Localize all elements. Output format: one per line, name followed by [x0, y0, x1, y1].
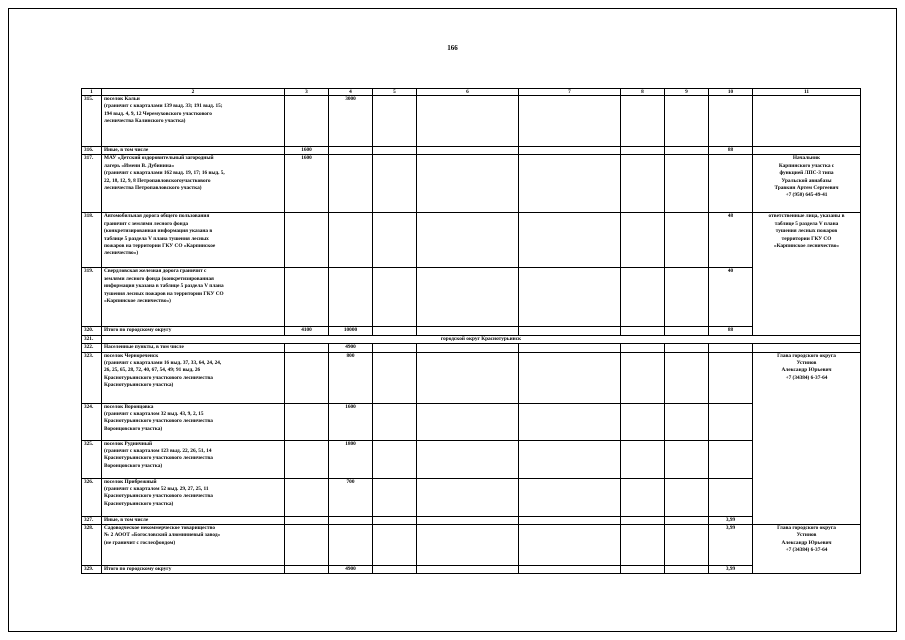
- table-row: [82, 566, 861, 574]
- description-line: (граничит с кварталами 139 выд. 33; 191 выд. 15;: [104, 103, 223, 110]
- empty-cell: [665, 566, 709, 574]
- description-cell: [102, 440, 285, 478]
- area-cell: [285, 268, 329, 327]
- responsible-cell: [753, 525, 861, 574]
- forest-fire-table: [81, 88, 861, 574]
- empty-cell: [373, 147, 417, 155]
- distance-cell: 10000: [329, 327, 373, 335]
- table-row: [82, 96, 861, 147]
- empty-cell: [621, 516, 665, 524]
- empty-cell: [519, 525, 621, 566]
- description-line: (граничит с кварталом 123 выд. 22, 26, 51, 14: [104, 448, 212, 455]
- description-line: таблице 5 раздела V плана тушения лесных: [104, 235, 209, 242]
- header-cell: 8: [621, 89, 665, 96]
- description-cell: [102, 327, 285, 335]
- description-line: землями лесного фонда (конкретизированная: [104, 275, 214, 282]
- responsible-line: +7 (34384) 6-37-64: [785, 547, 828, 554]
- header-cell: 1: [82, 89, 102, 96]
- empty-cell: [519, 268, 621, 327]
- description-line: Краснотурьинского участкового лесничества: [104, 455, 213, 462]
- table-row: [82, 147, 861, 155]
- empty-cell: [417, 478, 519, 516]
- empty-cell: [621, 525, 665, 566]
- area-cell: [285, 440, 329, 478]
- responsible-line: Уральской авиабазы: [781, 177, 832, 184]
- empty-cell: [621, 327, 665, 335]
- description-line: поселок Прибрежный: [104, 478, 157, 485]
- responsible-line: функцией ЛПС-3 типа: [779, 170, 834, 177]
- distance-cell: [329, 155, 373, 213]
- row-number: 320.: [82, 327, 102, 335]
- header-cell: 5: [373, 89, 417, 96]
- row-number: 318.: [82, 213, 102, 268]
- distance-cell: [329, 516, 373, 524]
- distance-cell: 4900: [329, 566, 373, 574]
- description-line: поселок Кальи: [104, 96, 140, 102]
- empty-cell: [417, 213, 519, 268]
- table-row: [82, 478, 861, 516]
- empty-cell: [665, 268, 709, 327]
- responsible-line: Карпинского участка с: [778, 162, 835, 169]
- description-line: поселок Воронцовка: [104, 403, 154, 410]
- description-line: тушения лесных пожаров на территории ГКУ СО: [104, 290, 224, 297]
- description-line: Садоводческое некоммерческое товарищество: [104, 525, 215, 532]
- row-number: 325.: [82, 440, 102, 478]
- responsible-cell: [753, 155, 861, 213]
- description-line: Краснотурьинского участкового лесничества: [104, 374, 213, 381]
- description-line: 26, 25, 65, 28, 72, 40, 67, 54, 49; 91 выд. 26: [104, 367, 201, 374]
- empty-cell: [417, 516, 519, 524]
- description-line: (граничит с кварталом 52 выд. 29, 27, 25, 11: [104, 486, 209, 493]
- empty-cell: [373, 213, 417, 268]
- value-cell: [709, 478, 753, 516]
- row-number: 315.: [82, 96, 102, 147]
- distance-cell: 1800: [329, 440, 373, 478]
- empty-cell: [417, 327, 519, 335]
- row-number: 321.: [82, 335, 102, 343]
- empty-cell: [621, 352, 665, 403]
- description-cell: [102, 344, 285, 352]
- empty-cell: [621, 566, 665, 574]
- empty-cell: [373, 268, 417, 327]
- empty-cell: [665, 525, 709, 566]
- description-line: поселок Чернореченск: [104, 352, 159, 359]
- description-line: Свердловская железная дорога граничит с: [104, 268, 207, 275]
- header-cell: 3: [285, 89, 329, 96]
- empty-cell: [665, 352, 709, 403]
- header-cell: 4: [329, 89, 373, 96]
- empty-cell: [665, 96, 709, 147]
- empty-cell: [417, 344, 519, 352]
- description-cell: [102, 96, 285, 147]
- area-cell: 1600: [285, 155, 329, 213]
- responsible-line: Глава городского округа: [777, 352, 836, 359]
- description-cell: [102, 525, 285, 566]
- responsible-line: тушения лесных пожаров: [775, 228, 838, 235]
- description-line: (конкретизированная информация указана в: [104, 228, 213, 235]
- empty-cell: [665, 344, 709, 352]
- header-cell: 2: [102, 89, 285, 96]
- description-line: (граничит с кварталами 162 выд. 19, 17; 16 выд. 5,: [104, 170, 225, 177]
- distance-cell: [329, 525, 373, 566]
- responsible-line: таблице 5 раздела V плана: [774, 220, 839, 227]
- row-number: 326.: [82, 478, 102, 516]
- empty-cell: [519, 352, 621, 403]
- empty-cell: [373, 155, 417, 213]
- value-cell: [709, 96, 753, 147]
- description-line: Воронцовского участка): [104, 462, 163, 469]
- empty-cell: [621, 268, 665, 327]
- responsible-line: Устинов: [796, 532, 817, 539]
- responsible-line: «Карпинское лесничество»: [773, 243, 840, 250]
- empty-cell: [519, 344, 621, 352]
- empty-cell: [417, 155, 519, 213]
- value-cell: 48: [709, 213, 753, 268]
- responsible-cell: [753, 96, 861, 147]
- table-row: [82, 403, 861, 440]
- empty-cell: [621, 96, 665, 147]
- empty-cell: [621, 440, 665, 478]
- responsible-line: территории ГКУ СО: [781, 235, 832, 242]
- responsible-line: Глава городского округа: [777, 525, 836, 532]
- description-line: Краснотурьинского участка): [104, 382, 174, 389]
- responsible-cell: [753, 352, 861, 524]
- area-cell: [285, 352, 329, 403]
- distance-cell: [329, 268, 373, 327]
- responsible-cell: [753, 147, 861, 155]
- row-number: 324.: [82, 403, 102, 440]
- value-cell: 88: [709, 327, 753, 335]
- description-line: № 2 АООТ «Богословский алюминиевый завод»: [104, 532, 221, 539]
- empty-cell: [621, 213, 665, 268]
- empty-cell: [417, 440, 519, 478]
- page-number: 166: [447, 44, 458, 52]
- description-line: Населенные пункты, в том числе: [104, 344, 184, 351]
- empty-cell: [621, 344, 665, 352]
- description-line: (не граничит с гослесфондом): [104, 539, 176, 546]
- table-row: [82, 344, 861, 352]
- empty-cell: [417, 147, 519, 155]
- empty-cell: [373, 96, 417, 147]
- area-cell: [285, 344, 329, 352]
- value-cell: 40: [709, 268, 753, 327]
- description-line: «Карпинское лесничество»): [104, 298, 171, 305]
- row-number: 322.: [82, 344, 102, 352]
- responsible-line: Травкин Артем Сергеевич: [774, 185, 839, 192]
- empty-cell: [519, 96, 621, 147]
- description-line: 194 выд. 4, 9, 12 Черемуховского участкового: [104, 110, 212, 117]
- empty-cell: [519, 213, 621, 268]
- distance-cell: 3000: [329, 96, 373, 147]
- description-line: Итого по городскому округу: [104, 327, 172, 334]
- empty-cell: [665, 403, 709, 440]
- description-cell: [102, 268, 285, 327]
- empty-cell: [519, 147, 621, 155]
- table-row: [82, 440, 861, 478]
- empty-cell: [417, 268, 519, 327]
- description-line: Краснотурьинского участка): [104, 500, 174, 507]
- empty-cell: [665, 155, 709, 213]
- empty-cell: [417, 525, 519, 566]
- empty-cell: [519, 155, 621, 213]
- description-line: информация указана в таблице 5 раздела V плана: [104, 283, 224, 290]
- description-line: (граничит с кварталами 16 выд. 37, 33, 64, 24, 24,: [104, 360, 222, 367]
- header-cell: 9: [665, 89, 709, 96]
- distance-cell: 800: [329, 352, 373, 403]
- distance-cell: 1600: [329, 403, 373, 440]
- empty-cell: [417, 566, 519, 574]
- description-line: граничит с землями лесного фонда: [104, 220, 189, 227]
- header-row: [82, 89, 861, 96]
- empty-cell: [665, 213, 709, 268]
- table-row: [82, 335, 861, 343]
- description-line: Краснотурьинского участкового лесничества: [104, 418, 213, 425]
- table-row: [82, 516, 861, 524]
- description-line: лесничества Петропавловского участка): [104, 185, 202, 192]
- value-cell: 3,99: [709, 525, 753, 566]
- description-line: (граничит с кварталом 32 выд. 43, 9, 2, 15: [104, 411, 204, 418]
- empty-cell: [373, 327, 417, 335]
- row-number: 319.: [82, 268, 102, 327]
- empty-cell: [373, 525, 417, 566]
- value-cell: 88: [709, 147, 753, 155]
- empty-cell: [621, 155, 665, 213]
- empty-cell: [621, 403, 665, 440]
- empty-cell: [373, 403, 417, 440]
- area-cell: [285, 403, 329, 440]
- empty-cell: [665, 516, 709, 524]
- description-line: Воронцовского участка): [104, 425, 163, 432]
- header-cell: 11: [753, 89, 861, 96]
- table-row: [82, 525, 861, 566]
- responsible-cell: [753, 344, 861, 352]
- row-number: 317.: [82, 155, 102, 213]
- area-cell: 4100: [285, 327, 329, 335]
- area-cell: [285, 525, 329, 566]
- row-number: 329.: [82, 566, 102, 574]
- empty-cell: [519, 478, 621, 516]
- description-cell: [102, 516, 285, 524]
- area-cell: [285, 213, 329, 268]
- empty-cell: [665, 327, 709, 335]
- description-line: Иные, в том числе: [104, 516, 149, 523]
- description-cell: [102, 478, 285, 516]
- responsible-line: +7 (34384) 6-37-64: [785, 374, 828, 381]
- description-cell: [102, 566, 285, 574]
- responsible-line: +7 (950) 645-49-41: [785, 192, 828, 199]
- row-number: 327.: [82, 516, 102, 524]
- value-cell: 3,99: [709, 566, 753, 574]
- row-number: 316.: [82, 147, 102, 155]
- description-cell: [102, 147, 285, 155]
- header-cell: 10: [709, 89, 753, 96]
- description-line: МАУ «Детский оздоровительный загородный: [104, 155, 214, 162]
- distance-cell: [329, 213, 373, 268]
- area-cell: [285, 96, 329, 147]
- responsible-line: Начальник: [792, 155, 821, 162]
- distance-cell: 700: [329, 478, 373, 516]
- area-cell: [285, 516, 329, 524]
- responsible-line: ответственные лица, указаны в: [768, 213, 845, 220]
- responsible-line: Александр Юрьевич: [781, 367, 832, 374]
- description-line: лагерь «Имени В. Дубинина»: [104, 162, 175, 169]
- value-cell: [709, 344, 753, 352]
- empty-cell: [621, 147, 665, 155]
- value-cell: [709, 352, 753, 403]
- table-row: [82, 213, 861, 268]
- empty-cell: [519, 440, 621, 478]
- area-cell: 1600: [285, 147, 329, 155]
- description-cell: [102, 155, 285, 213]
- header-cell: 7: [519, 89, 621, 96]
- description-cell: [102, 213, 285, 268]
- description-line: пожаров на территории ГКУ СО «Карпинское: [104, 243, 216, 250]
- area-cell: [285, 566, 329, 574]
- value-cell: [709, 403, 753, 440]
- empty-cell: [373, 478, 417, 516]
- empty-cell: [373, 344, 417, 352]
- description-line: лесничество»): [104, 250, 139, 257]
- value-cell: [709, 440, 753, 478]
- header-cell: 6: [417, 89, 519, 96]
- row-number: 323.: [82, 352, 102, 403]
- table-row: [82, 327, 861, 335]
- value-cell: [709, 155, 753, 213]
- description-line: Иные, в том числе: [104, 147, 149, 153]
- description-cell: [102, 403, 285, 440]
- area-cell: [285, 478, 329, 516]
- distance-cell: 4900: [329, 344, 373, 352]
- table-row: [82, 352, 861, 403]
- empty-cell: [665, 440, 709, 478]
- table-row: [82, 268, 861, 327]
- empty-cell: [417, 352, 519, 403]
- table-row: [82, 155, 861, 213]
- distance-cell: [329, 147, 373, 155]
- empty-cell: [665, 478, 709, 516]
- empty-cell: [519, 516, 621, 524]
- description-line: Итого по городскому округу: [104, 566, 172, 573]
- description-line: Автомобильная дорога общего пользования: [104, 213, 210, 220]
- section-title: городской округ Краснотурьинск: [102, 335, 861, 343]
- empty-cell: [373, 440, 417, 478]
- empty-cell: [665, 147, 709, 155]
- empty-cell: [519, 327, 621, 335]
- description-line: 22, 18, 12, 9, 8 Петропавловскогоучасткового: [104, 177, 211, 184]
- responsible-line: Устинов: [796, 360, 817, 367]
- responsible-cell: [753, 213, 861, 335]
- empty-cell: [519, 566, 621, 574]
- description-cell: [102, 352, 285, 403]
- empty-cell: [373, 566, 417, 574]
- empty-cell: [373, 516, 417, 524]
- empty-cell: [417, 403, 519, 440]
- value-cell: 3,99: [709, 516, 753, 524]
- description-line: поселок Рудничный: [104, 440, 153, 447]
- empty-cell: [519, 403, 621, 440]
- empty-cell: [621, 478, 665, 516]
- row-number: 328.: [82, 525, 102, 566]
- empty-cell: [417, 96, 519, 147]
- description-line: лесничества Калинского участка): [104, 118, 186, 125]
- responsible-line: Александр Юрьевич: [781, 539, 832, 546]
- description-line: Краснотурьинского участкового лесничества: [104, 493, 213, 500]
- empty-cell: [373, 352, 417, 403]
